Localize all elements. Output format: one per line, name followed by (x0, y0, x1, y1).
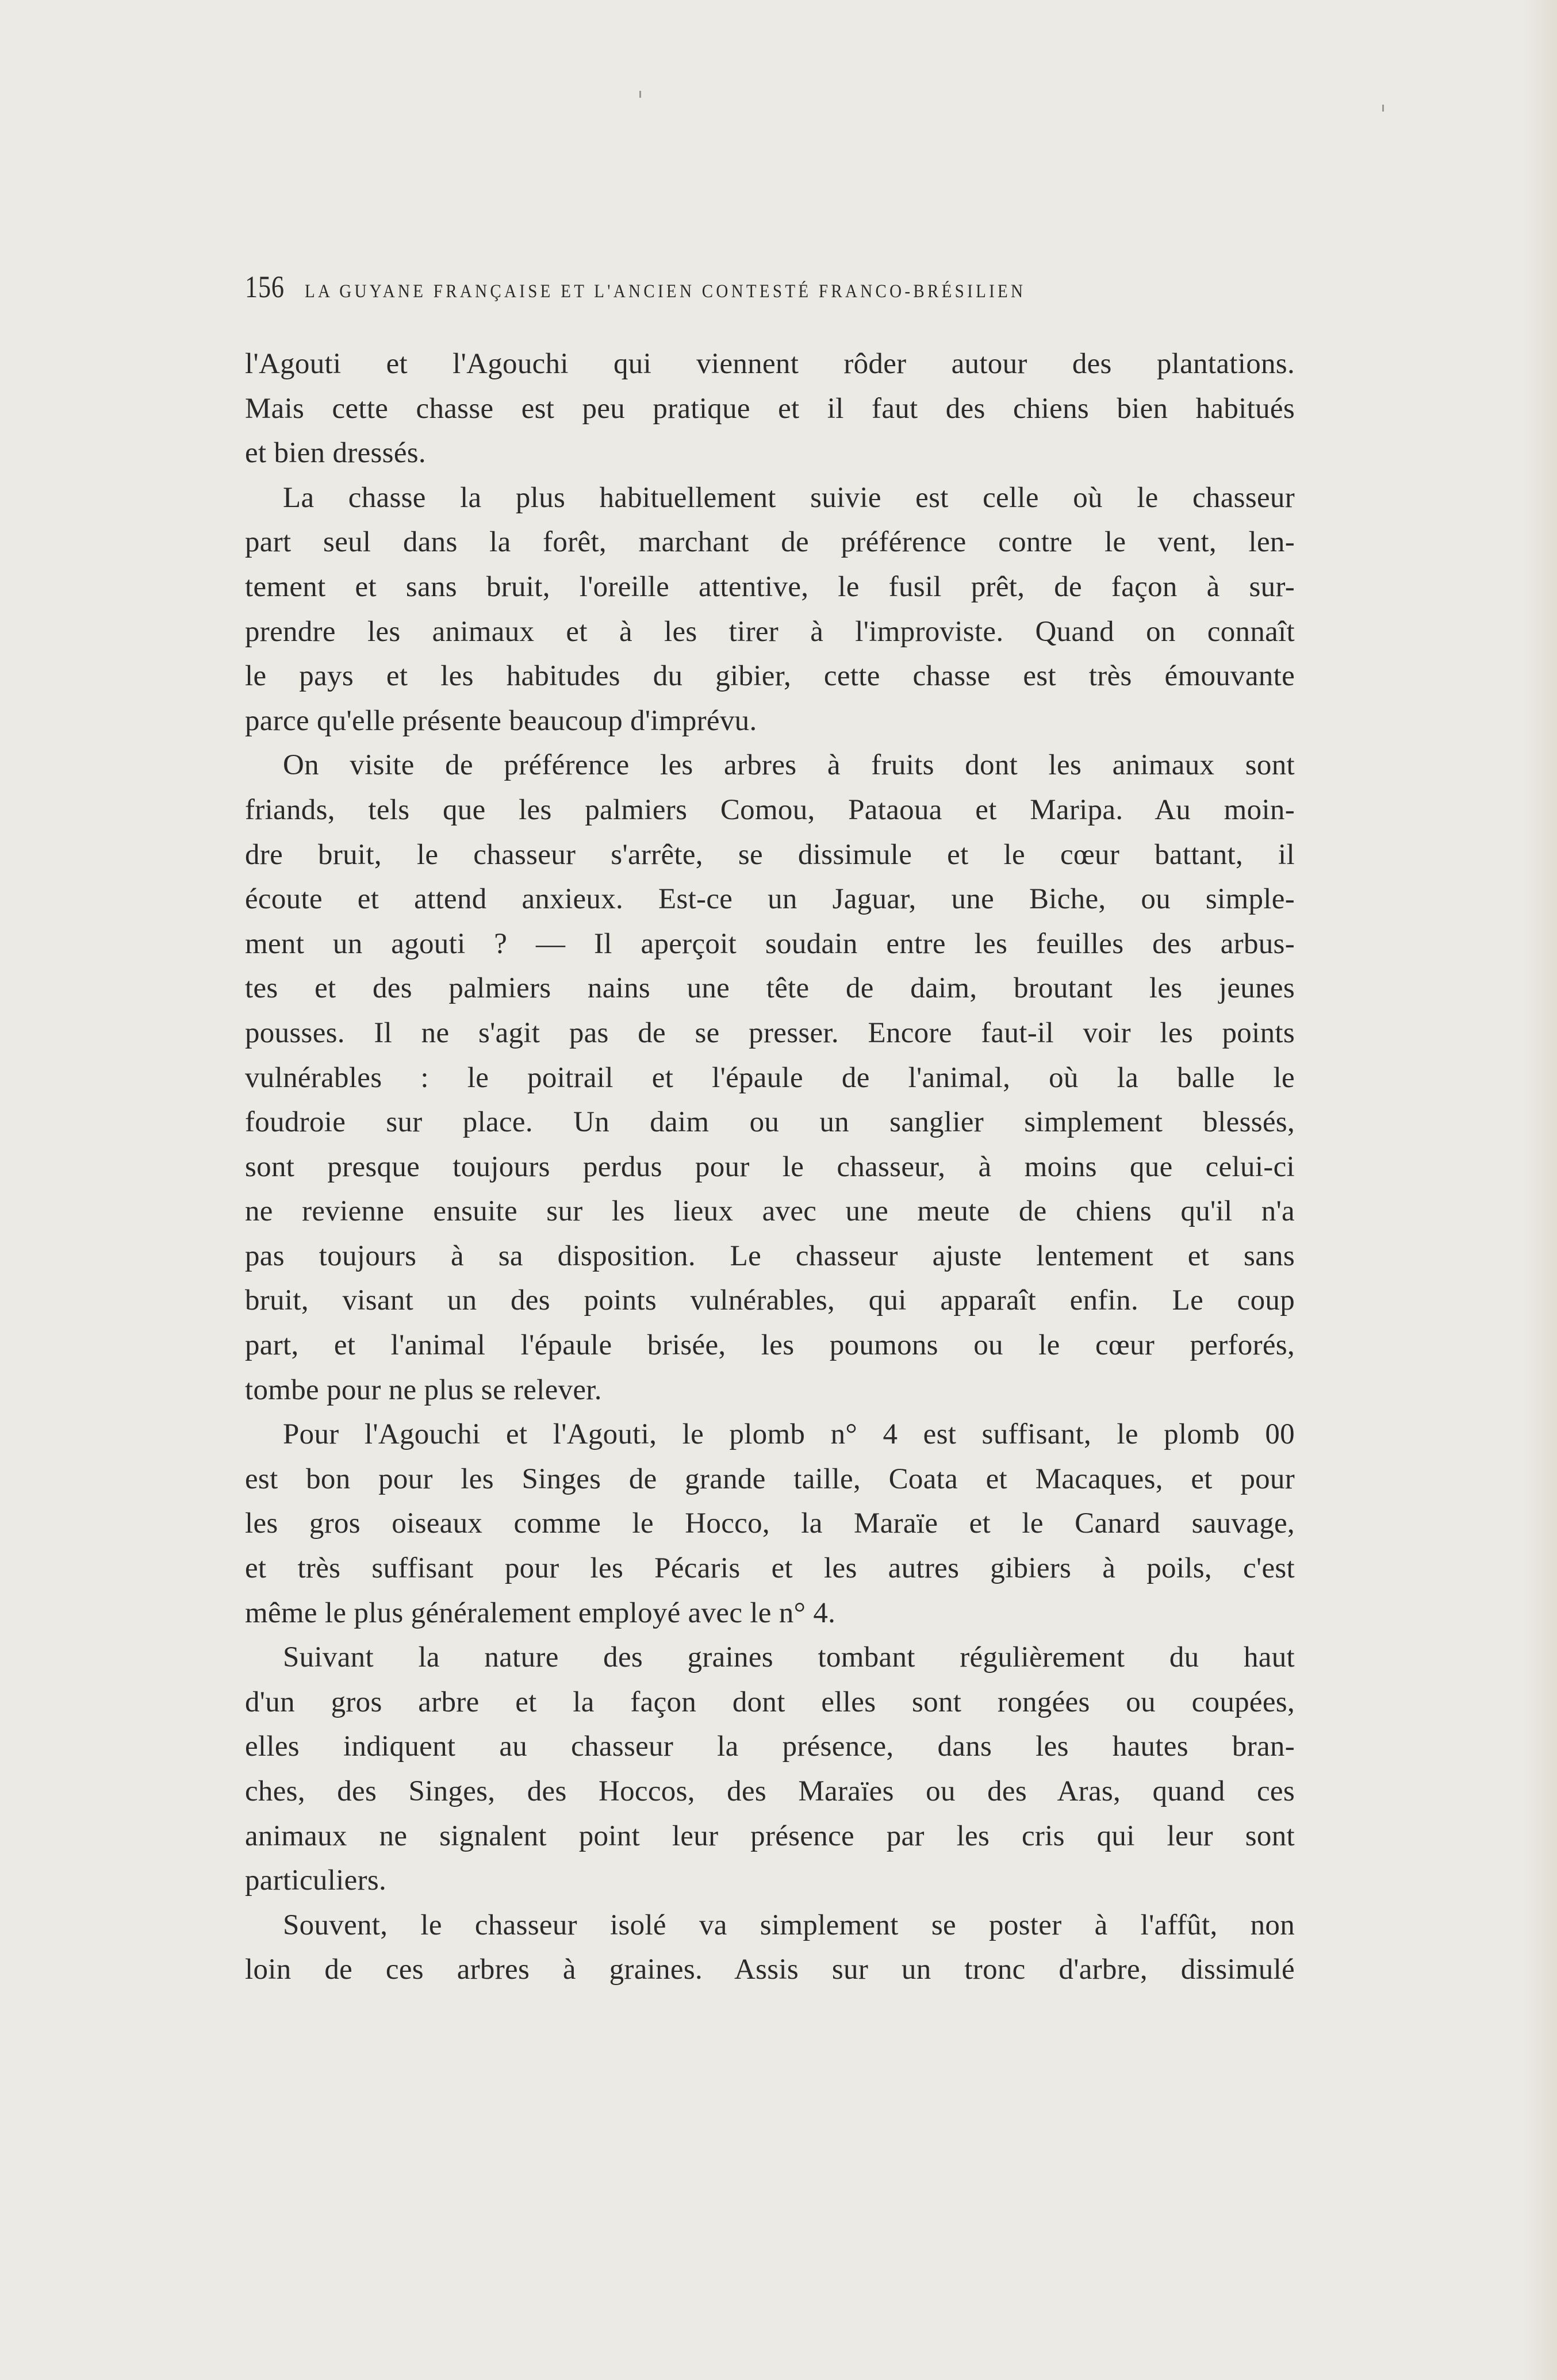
text-line: elles indiquent au chasseur la présence, dans les hautes bran- (245, 1730, 1295, 1763)
text-line: ment un agouti ? — Il aperçoit soudain entre les feuilles des arbus- (245, 927, 1295, 960)
paragraph (245, 1903, 1295, 1993)
text-line: friands, tels que les palmiers Comou, Pataoua et Maripa. Au moin- (245, 793, 1295, 826)
text-line: Souvent, le chasseur isolé va simplement se poster à l'affût, non (283, 1909, 1295, 1941)
running-head (245, 269, 1297, 304)
text-line: même le plus généralement employé avec le n° 4. (245, 1596, 836, 1629)
text-line: sont presque toujours perdus pour le chasseur, à moins que celui-ci (245, 1150, 1295, 1183)
page-edge-shadow (1523, 0, 1557, 2380)
paragraph (245, 476, 1295, 744)
text-line: part, et l'animal l'épaule brisée, les poumons ou le cœur perforés, (245, 1329, 1295, 1362)
text-line: Pour l'Agouchi et l'Agouti, le plomb n° 4 est suffisant, le plomb 00 (283, 1418, 1295, 1451)
text-line: Suivant la nature des graines tombant régulièrement du haut (283, 1641, 1295, 1674)
text-line: vulnérables : le poitrail et l'épaule de l'animal, où la balle le (245, 1061, 1295, 1094)
text-line: tes et des palmiers nains une tête de daim, broutant les jeunes (245, 972, 1295, 1005)
text-line: tombe pour ne plus se relever. (245, 1373, 602, 1406)
text-line: et très suffisant pour les Pécaris et les autres gibiers à poils, c'est (245, 1552, 1295, 1585)
text-line: ches, des Singes, des Hoccos, des Maraïes ou des Aras, quand ces (245, 1775, 1295, 1807)
text-line: part seul dans la forêt, marchant de préférence contre le vent, len- (245, 526, 1295, 559)
text-line: pousses. Il ne s'agit pas de se presser. Encore faut-il voir les points (245, 1016, 1295, 1049)
paragraph (245, 342, 1295, 476)
running-title: LA GUYANE FRANÇAISE ET L'ANCIEN CONTESTÉ FRANCO-BRÉSILIEN (305, 281, 1026, 302)
page-number: 156 (245, 270, 285, 304)
text-line: La chasse la plus habituellement suivie est celle où le chasseur (283, 481, 1295, 514)
text-line: pas toujours à sa disposition. Le chasseur ajuste lentement et sans (245, 1239, 1295, 1272)
text-line: prendre les animaux et à les tirer à l'improviste. Quand on connaît (245, 615, 1295, 648)
text-line: animaux ne signalent point leur présence par les cris qui leur sont (245, 1819, 1295, 1852)
text-line: Mais cette chasse est peu pratique et il faut des chiens bien habitués (245, 392, 1295, 425)
text-line: est bon pour les Singes de grande taille, Coata et Macaques, et pour (245, 1462, 1295, 1495)
paragraph (245, 1412, 1295, 1636)
text-line: les gros oiseaux comme le Hocco, la Maraïe et le Canard sauvage, (245, 1507, 1295, 1540)
text-line: parce qu'elle présente beaucoup d'imprévu. (245, 704, 757, 737)
text-line: le pays et les habitudes du gibier, cette chasse est très émouvante (245, 660, 1295, 693)
paper-speck (1382, 105, 1384, 112)
text-line: dre bruit, le chasseur s'arrête, se dissimule et le cœur battant, il (245, 838, 1295, 871)
text-line: d'un gros arbre et la façon dont elles sont rongées ou coupées, (245, 1686, 1295, 1718)
text-line: écoute et attend anxieux. Est-ce un Jaguar, une Biche, ou simple- (245, 883, 1295, 916)
text-line: ne revienne ensuite sur les lieux avec une meute de chiens qu'il n'a (245, 1195, 1295, 1228)
paragraph (245, 743, 1295, 1412)
text-line: bruit, visant un des points vulnérables, qui apparaît enfin. Le coup (245, 1284, 1295, 1317)
body-text (245, 342, 1295, 1993)
text-line: tement et sans bruit, l'oreille attentive, le fusil prêt, de façon à sur- (245, 570, 1295, 603)
text-line: loin de ces arbres à graines. Assis sur un tronc d'arbre, dissimulé (245, 1953, 1295, 1986)
text-line: particuliers. (245, 1864, 387, 1897)
text-line: l'Agouti et l'Agouchi qui viennent rôder autour des plantations. (245, 348, 1295, 380)
text-line: foudroie sur place. Un daim ou un sanglier simplement blessés, (245, 1106, 1295, 1139)
paper-speck (639, 91, 641, 98)
paragraph (245, 1636, 1295, 1903)
text-line: et bien dressés. (245, 437, 426, 470)
text-line: On visite de préférence les arbres à fruits dont les animaux sont (283, 749, 1295, 782)
